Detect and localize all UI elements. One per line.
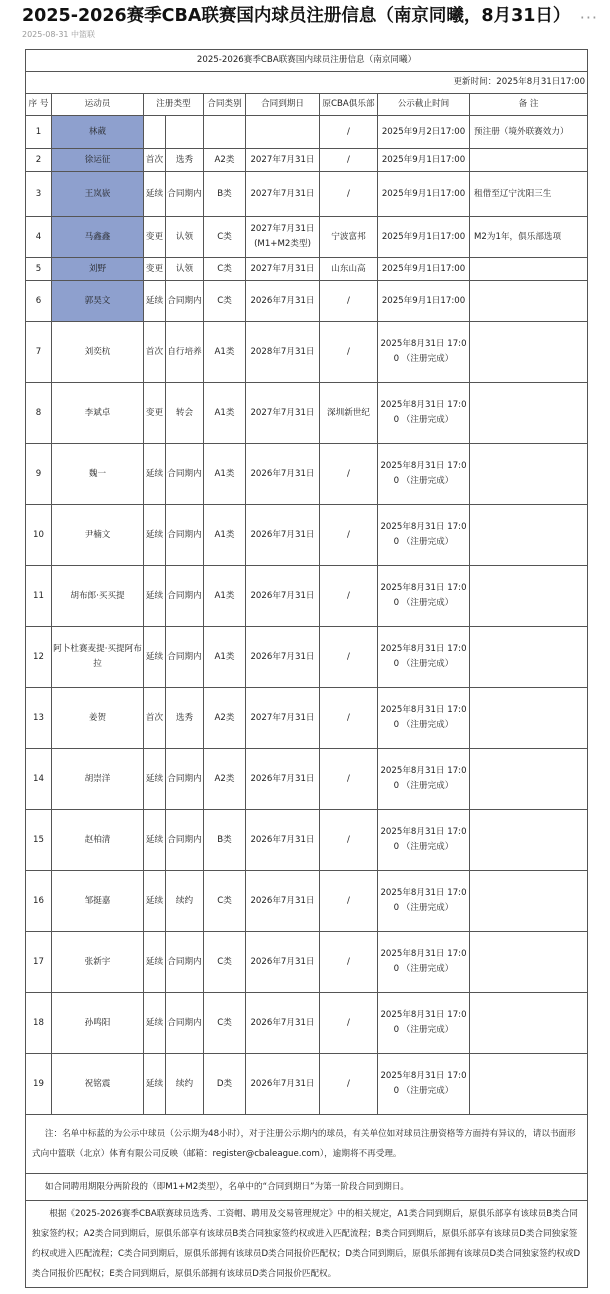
registration-type: 首次 [144, 149, 166, 172]
registration-subtype: 认领 [166, 217, 204, 258]
registration-subtype: 合同期内 [166, 566, 204, 627]
contract-class: C类 [204, 871, 246, 932]
contract-expiry: 2026年7月31日 [246, 871, 320, 932]
contract-class: C类 [204, 258, 246, 281]
publicity-deadline: 2025年8月31日 17:00 （注册完成） [378, 1054, 470, 1115]
registration-subtype: 合同期内 [166, 993, 204, 1054]
contract-expiry: 2026年7月31日 [246, 281, 320, 322]
publicity-deadline: 2025年8月31日 17:00 （注册完成） [378, 749, 470, 810]
column-header: 运动员 [52, 94, 144, 116]
column-header: 公示截止时间 [378, 94, 470, 116]
remark [470, 566, 588, 627]
contract-expiry: 2026年7月31日 [246, 505, 320, 566]
registration-subtype: 合同期内 [166, 749, 204, 810]
former-club: / [320, 322, 378, 383]
registration-subtype: 续约 [166, 871, 204, 932]
registration-subtype: 合同期内 [166, 810, 204, 871]
table-caption: 2025-2026赛季CBA联赛国内球员注册信息（南京同曦） [26, 50, 588, 72]
table-row [26, 627, 588, 688]
row-number: 18 [26, 993, 52, 1054]
player-name: 徐运征 [52, 149, 144, 172]
publicity-deadline: 2025年9月1日17:00 [378, 217, 470, 258]
former-club: 山东山高 [320, 258, 378, 281]
row-number: 3 [26, 172, 52, 217]
former-club: / [320, 172, 378, 217]
former-club: / [320, 749, 378, 810]
former-club: 宁波富邦 [320, 217, 378, 258]
registration-type: 延续 [144, 627, 166, 688]
registration-subtype [166, 116, 204, 149]
contract-expiry: 2026年7月31日 [246, 932, 320, 993]
registration-subtype: 转会 [166, 383, 204, 444]
registration-type: 首次 [144, 688, 166, 749]
updated-time: 更新时间：2025年8月31日17:00 [26, 72, 588, 94]
registration-type: 首次 [144, 322, 166, 383]
publicity-deadline: 2025年9月1日17:00 [378, 172, 470, 217]
former-club: / [320, 627, 378, 688]
publicity-deadline: 2025年9月1日17:00 [378, 281, 470, 322]
remark [470, 281, 588, 322]
table-row [26, 217, 588, 258]
remark [470, 258, 588, 281]
row-number: 17 [26, 932, 52, 993]
article-meta [22, 29, 95, 41]
registration-type: 延续 [144, 993, 166, 1054]
row-number: 7 [26, 322, 52, 383]
table-caption-row [26, 50, 588, 72]
registration-type: 变更 [144, 383, 166, 444]
remark [470, 810, 588, 871]
column-header: 合同类别 [204, 94, 246, 116]
registration-subtype: 合同期内 [166, 627, 204, 688]
remark: 预注册（境外联赛效力） [470, 116, 588, 149]
former-club: 深圳新世纪 [320, 383, 378, 444]
publicity-deadline: 2025年9月1日17:00 [378, 149, 470, 172]
player-name: 魏一 [52, 444, 144, 505]
table-updated-row [26, 72, 588, 94]
former-club: / [320, 932, 378, 993]
row-number: 16 [26, 871, 52, 932]
contract-expiry: 2026年7月31日 [246, 566, 320, 627]
publicity-deadline: 2025年8月31日 17:00 （注册完成） [378, 505, 470, 566]
contract-class: A1类 [204, 322, 246, 383]
contract-class [204, 116, 246, 149]
note-text: 根据《2025-2026赛季CBA联赛球员选秀、工资帽、聘用及交易管理规定》中的相关规定，A1类合同到期后，原俱乐部享有该球员B类合同独家签约权；A2类合同到期后，原俱乐部享有该球员B类合同独家签约权或进入匹配流程；B类合同到期后，原俱乐部享有该球员D类合同独家签约权或进入匹配流程；C类合同到期后，原俱乐部拥有该球员D类合同报价匹配权；D类合同到期后，原俱乐部拥有该球员D类合同独家签约权或D类合同报价匹配权；E类合同到期后，原俱乐部拥有该球员D类合同报价匹配权。 [26, 1201, 588, 1288]
table-row [26, 258, 588, 281]
former-club: / [320, 993, 378, 1054]
publicity-deadline: 2025年8月31日 17:00 （注册完成） [378, 566, 470, 627]
table-row [26, 281, 588, 322]
publicity-deadline: 2025年9月2日17:00 [378, 116, 470, 149]
row-number: 9 [26, 444, 52, 505]
registration-type: 变更 [144, 258, 166, 281]
publicity-deadline: 2025年8月31日 17:00 （注册完成） [378, 871, 470, 932]
remark [470, 322, 588, 383]
contract-class: B类 [204, 172, 246, 217]
contract-expiry: 2028年7月31日 [246, 322, 320, 383]
registration-type: 延续 [144, 749, 166, 810]
publicity-deadline: 2025年8月31日 17:00 （注册完成） [378, 444, 470, 505]
player-name: 刘野 [52, 258, 144, 281]
contract-class: C类 [204, 217, 246, 258]
former-club: / [320, 281, 378, 322]
table-row [26, 749, 588, 810]
row-number: 6 [26, 281, 52, 322]
publicity-deadline: 2025年8月31日 17:00 （注册完成） [378, 932, 470, 993]
row-number: 10 [26, 505, 52, 566]
contract-expiry [246, 116, 320, 149]
row-number: 1 [26, 116, 52, 149]
registration-type: 延续 [144, 810, 166, 871]
contract-class: A2类 [204, 149, 246, 172]
table-row [26, 932, 588, 993]
table-header-row [26, 94, 588, 116]
row-number: 12 [26, 627, 52, 688]
player-name: 林葳 [52, 116, 144, 149]
registration-subtype: 合同期内 [166, 281, 204, 322]
contract-expiry: 2027年7月31日 [246, 688, 320, 749]
contract-expiry: 2026年7月31日 [246, 1054, 320, 1115]
player-name: 张新宇 [52, 932, 144, 993]
contract-class: C类 [204, 932, 246, 993]
more-dots-icon[interactable]: ··· [579, 8, 598, 27]
contract-expiry: 2026年7月31日 [246, 993, 320, 1054]
player-name: 李斌卓 [52, 383, 144, 444]
row-number: 19 [26, 1054, 52, 1115]
player-name: 胡崇洋 [52, 749, 144, 810]
table-row [26, 322, 588, 383]
former-club: / [320, 688, 378, 749]
registration-type: 延续 [144, 932, 166, 993]
registration-type: 延续 [144, 444, 166, 505]
contract-class: A2类 [204, 749, 246, 810]
publicity-deadline: 2025年8月31日 17:00 （注册完成） [378, 322, 470, 383]
former-club: / [320, 444, 378, 505]
player-name: 阿卜杜赛麦提·买提阿布拉 [52, 627, 144, 688]
publicity-deadline: 2025年8月31日 17:00 （注册完成） [378, 383, 470, 444]
player-name: 孙鸣阳 [52, 993, 144, 1054]
registration-subtype: 续约 [166, 1054, 204, 1115]
row-number: 14 [26, 749, 52, 810]
contract-expiry: 2026年7月31日 [246, 749, 320, 810]
table-row [26, 1054, 588, 1115]
row-number: 8 [26, 383, 52, 444]
registration-subtype: 合同期内 [166, 172, 204, 217]
contract-class: A1类 [204, 566, 246, 627]
row-number: 4 [26, 217, 52, 258]
registration-subtype: 合同期内 [166, 932, 204, 993]
player-name: 尹楠文 [52, 505, 144, 566]
registration-type: 变更 [144, 217, 166, 258]
registration-type: 延续 [144, 1054, 166, 1115]
remark [470, 1054, 588, 1115]
table-row [26, 116, 588, 149]
registration-type [144, 116, 166, 149]
publicity-deadline: 2025年8月31日 17:00 （注册完成） [378, 627, 470, 688]
remark [470, 149, 588, 172]
table-row [26, 688, 588, 749]
remark [470, 383, 588, 444]
player-name: 赵柏清 [52, 810, 144, 871]
note-text: 如合同聘用期限分两阶段的（即M1+M2类型），名单中的“合同到期日”为第一阶段合同到期日。 [26, 1174, 588, 1201]
player-name: 刘奕杭 [52, 322, 144, 383]
table-row [26, 566, 588, 627]
note-row [26, 1201, 588, 1288]
contract-class: A1类 [204, 383, 246, 444]
player-name: 邹挺嘉 [52, 871, 144, 932]
row-number: 13 [26, 688, 52, 749]
former-club: / [320, 810, 378, 871]
contract-class: A1类 [204, 505, 246, 566]
row-number: 11 [26, 566, 52, 627]
remark [470, 993, 588, 1054]
former-club: / [320, 566, 378, 627]
contract-expiry: 2027年7月31日 (M1+M2类型) [246, 217, 320, 258]
former-club: / [320, 116, 378, 149]
remark: 租借至辽宁沈阳三生 [470, 172, 588, 217]
column-header: 备 注 [470, 94, 588, 116]
table-row [26, 149, 588, 172]
table-row [26, 444, 588, 505]
player-name: 姜贺 [52, 688, 144, 749]
former-club: / [320, 1054, 378, 1115]
table-row [26, 993, 588, 1054]
publicity-deadline: 2025年8月31日 17:00 （注册完成） [378, 810, 470, 871]
registration-subtype: 自行培养 [166, 322, 204, 383]
registration-type: 延续 [144, 871, 166, 932]
row-number: 15 [26, 810, 52, 871]
note-text: 注：名单中标蓝的为公示中球员（公示期为48小时），对于注册公示期内的球员，有关单位如对球员注册资格等方面持有异议的，请以书面形式向中篮联（北京）体育有限公司反映（邮箱：register@cbaleague.com），逾期将不再受理。 [26, 1115, 588, 1174]
article-source: 中篮联 [71, 30, 96, 39]
column-header: 原CBA俱乐部 [320, 94, 378, 116]
remark [470, 871, 588, 932]
table-row [26, 172, 588, 217]
publicity-deadline: 2025年8月31日 17:00 （注册完成） [378, 993, 470, 1054]
player-name: 郭昊文 [52, 281, 144, 322]
registration-subtype: 选秀 [166, 688, 204, 749]
former-club: / [320, 505, 378, 566]
contract-class: C类 [204, 281, 246, 322]
table-row [26, 810, 588, 871]
former-club: / [320, 149, 378, 172]
player-name: 胡布郎·买买提 [52, 566, 144, 627]
publicity-deadline: 2025年8月31日 17:00 （注册完成） [378, 688, 470, 749]
player-name: 祝铭震 [52, 1054, 144, 1115]
table-row [26, 505, 588, 566]
registration-subtype: 认领 [166, 258, 204, 281]
row-number: 5 [26, 258, 52, 281]
contract-class: A1类 [204, 627, 246, 688]
contract-expiry: 2027年7月31日 [246, 258, 320, 281]
remark: M2为1年，俱乐部选项 [470, 217, 588, 258]
contract-expiry: 2027年7月31日 [246, 172, 320, 217]
publicity-deadline: 2025年9月1日17:00 [378, 258, 470, 281]
former-club: / [320, 871, 378, 932]
table-row [26, 383, 588, 444]
remark [470, 688, 588, 749]
player-name: 马鑫鑫 [52, 217, 144, 258]
contract-expiry: 2026年7月31日 [246, 444, 320, 505]
remark [470, 749, 588, 810]
registration-subtype: 选秀 [166, 149, 204, 172]
article-date: 2025-08-31 [22, 30, 69, 39]
remark [470, 505, 588, 566]
registration-subtype: 合同期内 [166, 505, 204, 566]
note-row [26, 1174, 588, 1201]
contract-class: A1类 [204, 444, 246, 505]
registration-type: 延续 [144, 566, 166, 627]
contract-expiry: 2027年7月31日 [246, 149, 320, 172]
contract-class: A2类 [204, 688, 246, 749]
player-name: 王岚嵚 [52, 172, 144, 217]
registration-type: 延续 [144, 505, 166, 566]
article-title: 2025-2026赛季CBA联赛国内球员注册信息（南京同曦，8月31日） [22, 6, 571, 26]
contract-expiry: 2026年7月31日 [246, 627, 320, 688]
contract-class: B类 [204, 810, 246, 871]
remark [470, 627, 588, 688]
registration-subtype: 合同期内 [166, 444, 204, 505]
column-header: 序 号 [26, 94, 52, 116]
column-header: 注册类型 [144, 94, 204, 116]
registration-table [25, 49, 588, 1288]
contract-expiry: 2027年7月31日 [246, 383, 320, 444]
note-row [26, 1115, 588, 1174]
contract-expiry: 2026年7月31日 [246, 810, 320, 871]
contract-class: C类 [204, 993, 246, 1054]
table-row [26, 871, 588, 932]
column-header: 合同到期日 [246, 94, 320, 116]
remark [470, 932, 588, 993]
row-number: 2 [26, 149, 52, 172]
contract-class: D类 [204, 1054, 246, 1115]
registration-type: 延续 [144, 281, 166, 322]
registration-type: 延续 [144, 172, 166, 217]
remark [470, 444, 588, 505]
